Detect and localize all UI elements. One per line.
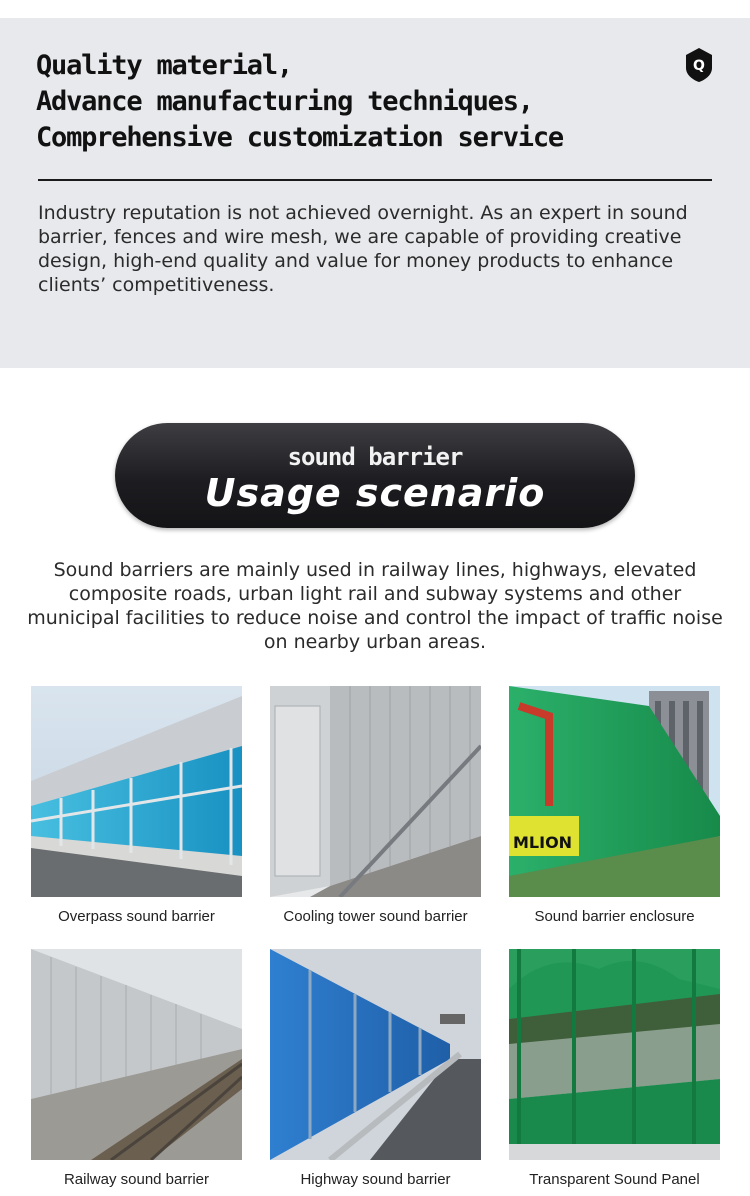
gallery-caption: Cooling tower sound barrier (283, 908, 468, 925)
enclosure-photo (509, 686, 720, 897)
badge-letter: Q (693, 58, 705, 74)
highway-photo (270, 949, 481, 1160)
headline-line-2: Advance manufacturing techniques, (36, 86, 533, 117)
gallery-caption: Railway sound barrier (63, 1171, 210, 1188)
gallery-card-railway[interactable] (31, 949, 242, 1188)
machine-label: MLION (513, 833, 573, 852)
gallery-card-transparent-panel[interactable] (509, 949, 720, 1188)
gallery-caption: Highway sound barrier (300, 1171, 451, 1188)
gallery-caption: Overpass sound barrier (58, 908, 215, 925)
usage-scenario-banner (115, 423, 635, 528)
cooling-tower-photo (270, 686, 481, 897)
railway-photo (31, 949, 242, 1160)
usage-description: Sound barriers are mainly used in railway lines, highways, elevated composite roads, urban light rail and subway systems and other municipal facilities to reduce noise and control the impact of traffic noise on nearby urban areas. (27, 559, 723, 653)
transparent-panel-photo (509, 949, 720, 1160)
gallery-card-highway[interactable] (270, 949, 481, 1188)
gallery-caption: Transparent Sound Panel (529, 1171, 700, 1188)
headline-line-3: Comprehensive customization service (36, 122, 563, 153)
gallery-card-cooling-tower[interactable] (270, 686, 481, 925)
overpass-photo (31, 686, 242, 897)
headline-line-1: Quality material, (36, 50, 292, 81)
gallery-card-overpass[interactable] (31, 686, 242, 925)
divider (38, 179, 712, 181)
headline (36, 48, 563, 156)
gallery-card-enclosure[interactable] (509, 686, 720, 925)
banner-subtitle: sound barrier (287, 443, 463, 471)
banner-title: Usage scenario (204, 471, 546, 515)
intro-text: Industry reputation is not achieved overnight. As an expert in sound barrier, fences and wire mesh, we are capable of providing creative design, high-end quality and value for money products to enhance clients’ competitiveness. (38, 202, 688, 296)
gallery-caption: Sound barrier enclosure (534, 908, 695, 925)
quality-badge-icon (684, 47, 714, 83)
